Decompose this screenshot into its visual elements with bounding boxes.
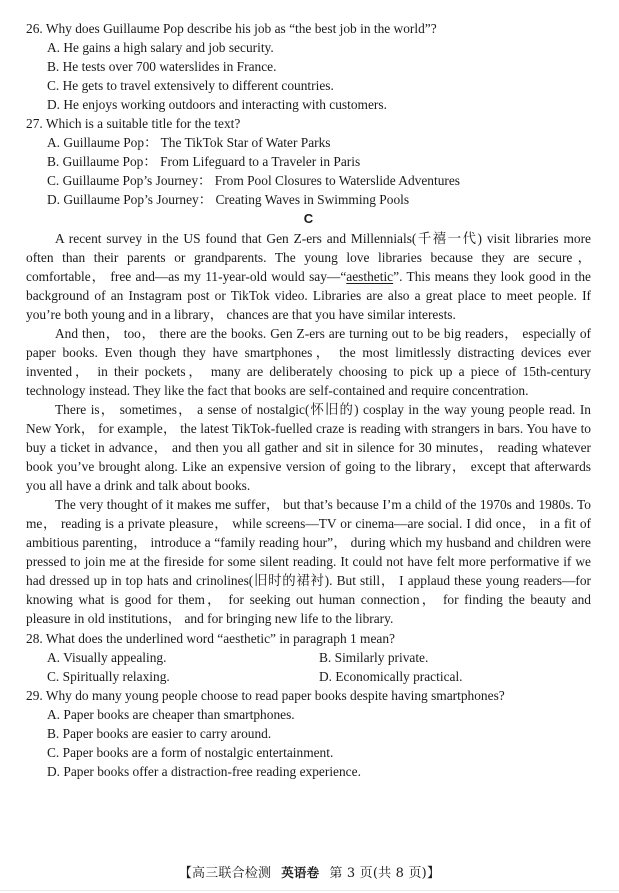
paragraph-1	[26, 229, 591, 324]
option-c: C. Spiritually relaxing.	[47, 668, 170, 684]
option-a: A. He gains a high salary and job security.	[47, 40, 274, 56]
footer-close-bracket: 】	[426, 866, 441, 881]
option-row	[26, 667, 591, 686]
option-d: D. Economically practical.	[319, 668, 463, 684]
page-content	[26, 19, 591, 781]
option-c: C. Paper books are a form of nostalgic entertainment.	[47, 744, 334, 760]
option-b: B. Guillaume Pop： From Lifeguard to a Traveler in Paris	[47, 154, 361, 170]
option-c: C. He gets to travel extensively to different countries.	[47, 78, 334, 94]
footer-exam-name: 高三联合检测	[192, 866, 272, 881]
paragraph-3: There is， sometimes， a sense of nostalgic(怀旧的) cosplay in the way young people read. In New York， for example， the latest TikTok-fuelled craze is reading with strangers in bars. You have to buy a ticket in advance， and then you all gather and sit in silence for 30 minutes， reading whatever book you’ve brought along. Like an expensive version of going to the library， except that afterwards you all have a drink and talk about books.	[26, 401, 591, 494]
bottom-divider	[0, 890, 619, 891]
option-row	[26, 648, 591, 667]
paragraph-2: And then， too， there are the books. Gen Z-ers are turning out to be big readers， especially of paper books. Even though they have smartphones， the most limitlessly distracting devices ever invented， in their pockets， many are deliberately choosing to pick up a piece of 15th-century technology instead. They like the fact that books are self-contained and require concentration.	[26, 325, 591, 398]
option-d: D. He enjoys working outdoors and interacting with customers.	[47, 97, 387, 113]
option-b: B. He tests over 700 waterslides in France.	[47, 59, 277, 75]
footer-page-info: 第 3 页(共 8 页)	[329, 866, 427, 881]
paragraph-1-text-end: ”. This means they look good in the background of an Instagram post or TikTok video. Libraries are also a great place to meet people. If you’re both young and in a library， chances are that you have similar interests.	[26, 268, 591, 322]
option-b: B. Paper books are easier to carry around.	[47, 725, 272, 741]
reading-passage	[26, 229, 591, 629]
option-a: A. Guillaume Pop： The TikTok Star of Water Parks	[47, 135, 331, 151]
footer-subject: 英语卷	[281, 865, 320, 880]
question-stem: 28. What does the underlined word “aesthetic” in paragraph 1 mean?	[26, 630, 395, 646]
option-b: B. Similarly private.	[319, 649, 429, 665]
footer-open-bracket: 【	[178, 866, 193, 881]
question-stem: 29. Why do many young people choose to read paper books despite having smartphones?	[26, 687, 505, 703]
option-a: A. Paper books are cheaper than smartphones.	[47, 706, 295, 722]
section-heading: C	[303, 211, 314, 227]
option-d: D. Guillaume Pop’s Journey： Creating Waves in Swimming Pools	[47, 192, 410, 208]
option-d: D. Paper books offer a distraction-free reading experience.	[47, 763, 361, 779]
paragraph-4: The very thought of it makes me suffer， but that’s because I’m a child of the 1970s and 1980s. To me， reading is a private pleasure， while screens—TV or cinema—are social. I did once， in a fit of ambitious parenting， introduce a “family reading hour”， during which my husband and children were pressed to join me at the fireside for some silent reading. It could not have felt more performative if we had dressed up in top hats and crinolines(旧时的裙衬). But still， I applaud these young readers—for knowing what is good for them， for seeking out human connection， for finding the beauty and pleasure in old institutions， and for bringing new life to the library.	[26, 497, 591, 627]
page-footer	[0, 862, 619, 881]
question-stem: 26. Why does Guillaume Pop describe his job as “the best job in the world”?	[26, 21, 437, 36]
underlined-word: aesthetic	[346, 268, 394, 284]
question-29	[26, 686, 591, 781]
option-c: C. Guillaume Pop’s Journey： From Pool Closures to Waterslide Adventures	[47, 173, 461, 189]
option-a: A. Visually appealing.	[47, 649, 167, 665]
paragraph-1-text-start: A recent survey in the US found that Gen Z-ers and Millennials(千禧一代) visit libraries more often than their parents or grandparents. The young love libraries because they are secure， comfortable， free and—as my 11-year-old would say—“	[26, 230, 591, 284]
question-27	[26, 114, 591, 209]
question-26	[26, 19, 591, 114]
question-stem: 27. Which is a suitable title for the text?	[26, 116, 241, 132]
question-28	[26, 629, 591, 686]
